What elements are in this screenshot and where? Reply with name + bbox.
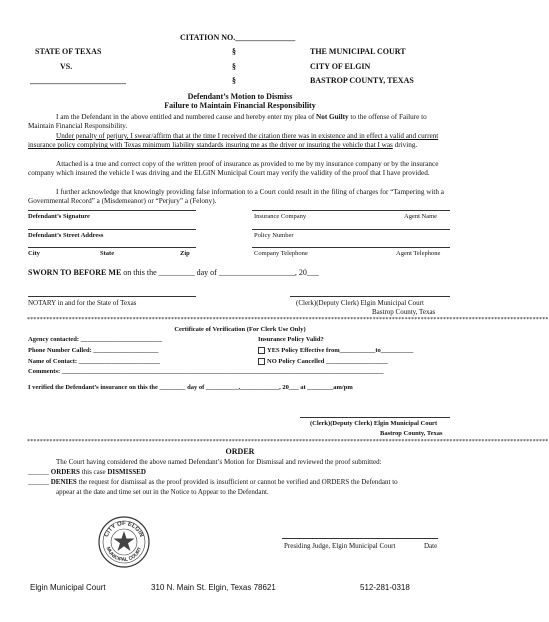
order-denies: ______ DENIES the request for dismissal as the proof provided is insufficient or cannot be verified and ORDERS the Defendant to <box>28 478 398 486</box>
header-vs: VS. <box>60 62 73 71</box>
clerk-label: (Clerk)(Deputy Clerk) Elgin Municipal Court <box>296 299 424 307</box>
policy-valid-question: Insurance Policy Valid? <box>258 336 324 343</box>
comments: Comments: ___________________________________________________________________________________________________ <box>28 368 384 375</box>
separator-stars: ******************************************************************************************************************************************************************* <box>27 439 549 445</box>
citation-number: CITATION NO._______________ <box>180 33 296 42</box>
header-defendant-blank: ________________________ <box>30 76 126 85</box>
state-label: State <box>100 250 115 257</box>
agent-telephone-label: Agent Telephone <box>396 250 441 257</box>
contact-name: Name of Contact: _________________________ <box>28 358 160 365</box>
footer-address: 310 N. Main St. Elgin, Texas 78621 <box>151 583 276 592</box>
sworn-statement: SWORN TO BEFORE ME on this the _________ day of ___________________, 20___ <box>28 268 319 277</box>
policy-number-line[interactable] <box>252 229 450 230</box>
order-intro: The Court having considered the above named Defendant’s Motion for Dismissal and reviewed the proof submitted: <box>56 458 382 466</box>
city-label: City <box>28 250 40 257</box>
paragraph-acknowledge: I further acknowledge that knowingly providing false information to a Court could result in the filing of charges for “Tampering with a Governmental Record” a (Misdemeanor) or “Perjury” a (Felony). <box>28 188 444 206</box>
agency-contacted: Agency contacted: _________________________ <box>28 336 162 343</box>
street-address-line[interactable] <box>28 229 196 230</box>
order-denies-continued: appear at the date and time set out in the Notice to Appear to the Defendant. <box>56 488 269 496</box>
signature-label: Defendant’s Signature <box>28 213 90 220</box>
seal-icon <box>98 516 150 568</box>
clerk-county-label: Bastrop County, Texas <box>372 308 436 316</box>
signature-line[interactable] <box>28 210 196 211</box>
insurance-company-label: Insurance Company <box>254 213 307 220</box>
cert-clerk-label: (Clerk)(Deputy Clerk) Elgin Municipal Court <box>310 420 438 427</box>
order-title: ORDER <box>225 447 255 456</box>
notary-label: NOTARY in and for the State of Texas <box>28 299 137 307</box>
separator-stars: ******************************************************************************************************************************************************************* <box>27 317 549 323</box>
clerk-line[interactable] <box>290 296 450 297</box>
no-checkbox[interactable] <box>258 358 265 365</box>
yes-checkbox[interactable] <box>258 347 265 354</box>
policy-valid-no: NO Policy Cancelled ___________________ <box>258 358 388 365</box>
header-city: CITY OF ELGIN <box>310 62 371 71</box>
header-court: THE MUNICIPAL COURT <box>310 47 406 56</box>
phone-called: Phone Number Called: ____________________ <box>28 347 159 354</box>
telephone-line[interactable] <box>252 247 450 248</box>
cert-clerk-line[interactable] <box>300 417 450 418</box>
street-address-label: Defendant’s Street Address <box>28 232 104 239</box>
agent-name-label: Agent Name <box>404 213 438 220</box>
policy-number-label: Policy Number <box>254 232 294 239</box>
city-seal <box>98 516 150 568</box>
header-state: STATE OF TEXAS <box>35 47 102 56</box>
svg-text:CITY OF ELGIN: CITY OF ELGIN <box>103 520 145 539</box>
order-dismissed: ______ ORDERS this case DISMISSED <box>28 468 146 476</box>
cert-county-label: Bastrop County, Texas <box>380 430 443 437</box>
zip-label: Zip <box>180 250 190 257</box>
city-state-zip-line[interactable] <box>28 247 196 248</box>
svg-text:MUNICIPAL COURT: MUNICIPAL COURT <box>104 546 144 564</box>
section-symbol: § <box>232 76 236 85</box>
section-symbol: § <box>232 47 236 56</box>
footer-phone: 512-281-0318 <box>360 583 410 592</box>
header-county: BASTROP COUNTY, TEXAS <box>310 76 414 85</box>
judge-date-label: Date <box>424 542 438 550</box>
certificate-title: Certificate of Verification (For Clerk Use Only) <box>174 326 306 333</box>
document-title: Defendant’s Motion to Dismiss <box>187 92 293 101</box>
notary-line[interactable] <box>28 296 196 297</box>
policy-valid-yes: YES Policy Effective from___________to__________ <box>258 347 413 354</box>
section-symbol: § <box>232 62 236 71</box>
judge-label: Presiding Judge, Elgin Municipal Court <box>284 542 396 550</box>
footer-court: Elgin Municipal Court <box>30 583 106 592</box>
verified-statement: I verified the Defendant’s insurance on this the ________ day of __________,____________, 20___ at ________am/pm <box>28 384 353 391</box>
judge-signature-line[interactable] <box>282 538 438 539</box>
paragraph-proof: Attached is a true and correct copy of the written proof of insurance as provided to me by my insurance company or by the insurance company which insured the vehicle I was driving and the ELGIN Municipal Court may verify the validity of the proof that I have provided. <box>28 160 439 178</box>
document-subtitle: Failure to Maintain Financial Responsibility <box>164 101 316 110</box>
insurance-company-line[interactable] <box>252 210 450 211</box>
paragraph-plea: I am the Defendant in the above entitled and numbered cause and hereby enter my plea of Not Guilty to the offense of Failure to Maintain Financial Responsibility. <box>28 113 427 131</box>
paragraph-perjury: Under penalty of perjury, I swear/affirm that at the time I received the citation there was in existence and in effect a valid and current insurance policy complying with Texas minimum liability standards insuring me as the driver or insuring the vehicle that I was driving. <box>28 132 439 150</box>
company-telephone-label: Company Telephone <box>254 250 308 257</box>
